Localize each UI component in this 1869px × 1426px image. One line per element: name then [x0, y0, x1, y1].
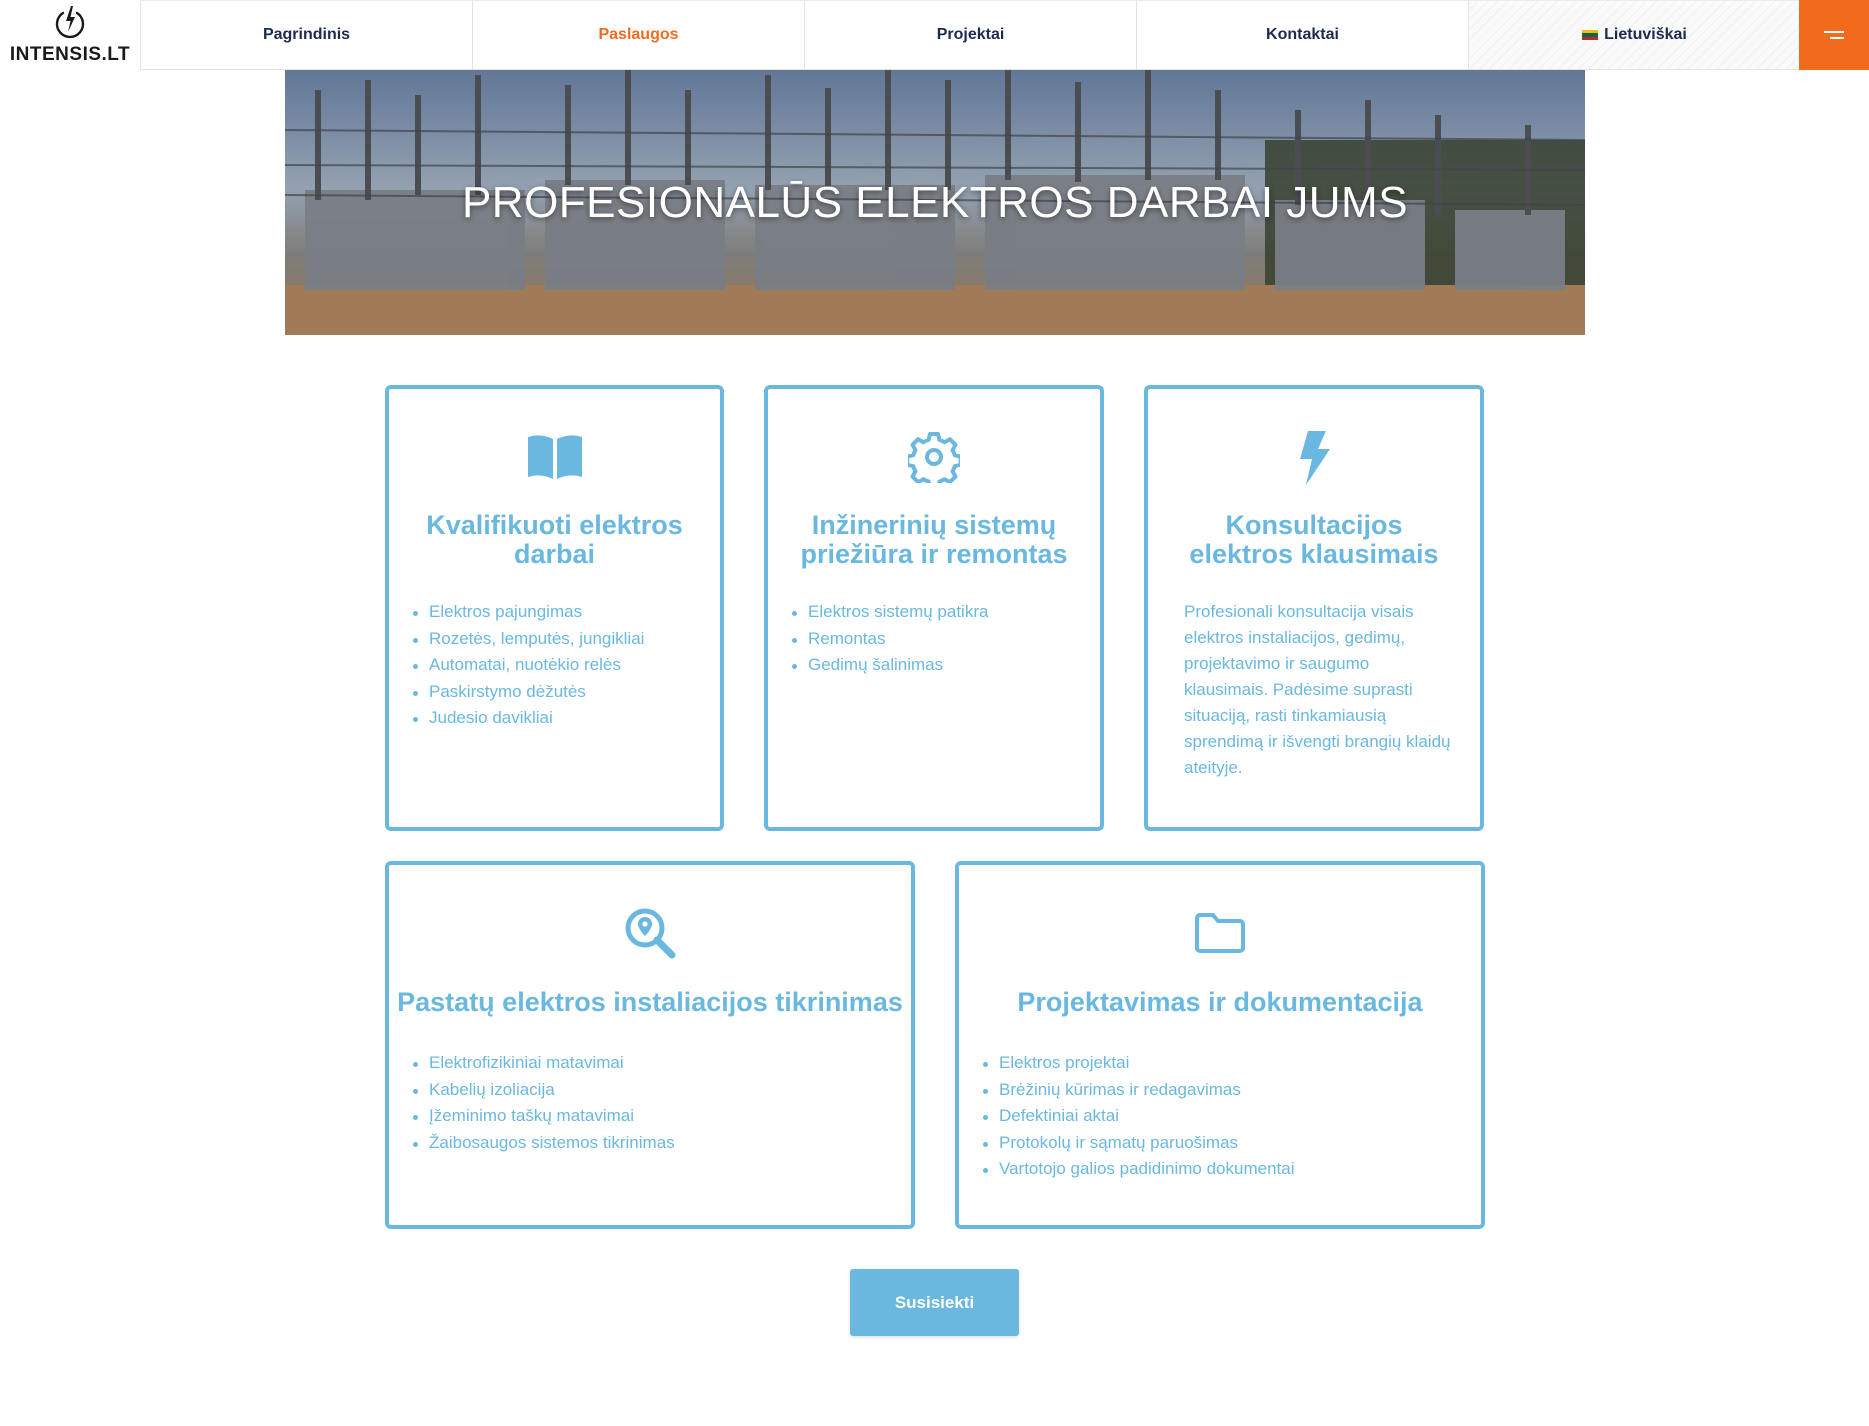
list-item: Elektros pajungimas: [413, 599, 644, 626]
nav-item-paslaugos[interactable]: Paslaugos: [472, 0, 804, 70]
list-item: Protokolų ir sąmatų paruošimas: [983, 1130, 1294, 1157]
service-card-electrical-works: [385, 385, 724, 831]
hamburger-icon: [1824, 27, 1844, 43]
list-item: Elektros sistemų patikra: [792, 599, 988, 626]
main-nav: [140, 0, 1800, 70]
card-list: [983, 1050, 1294, 1183]
list-item: Kabelių izoliacija: [413, 1077, 675, 1104]
service-card-engineering-maintenance: [764, 385, 1104, 831]
nav-item-projektai[interactable]: Projektai: [804, 0, 1136, 70]
language-label: Lietuviškai: [1604, 26, 1687, 43]
card-title: Konsultacijos elektros klausimais: [1189, 510, 1439, 569]
list-item: Elektrofizikiniai matavimai: [413, 1050, 675, 1077]
power-lightning-icon: [52, 4, 88, 42]
language-selector[interactable]: [1468, 0, 1800, 70]
hero-title: PROFESIONALŪS ELEKTROS DARBAI JUMS: [461, 177, 1409, 227]
list-item: Rozetės, lemputės, jungikliai: [413, 626, 644, 653]
list-item: Brėžinių kūrimas ir redagavimas: [983, 1077, 1294, 1104]
hamburger-menu-button[interactable]: [1799, 0, 1869, 70]
list-item: Automatai, nuotėkio relės: [413, 652, 644, 679]
service-card-design-documentation: [955, 861, 1485, 1229]
nav-item-pagrindinis[interactable]: Pagrindinis: [140, 0, 472, 70]
gear-icon: [908, 431, 960, 483]
card-list: [413, 599, 644, 732]
hero-banner: [285, 70, 1585, 335]
card-title: Pastatų elektros instaliacijos tikrinimas: [397, 987, 903, 1017]
list-item: Defektiniai aktai: [983, 1103, 1294, 1130]
service-card-consultations: [1144, 385, 1484, 831]
list-item: Paskirstymo dėžutės: [413, 679, 644, 706]
folder-icon: [1194, 913, 1246, 953]
lightning-icon: [1296, 431, 1332, 485]
list-item: Elektros projektai: [983, 1050, 1294, 1077]
card-list: [413, 1050, 675, 1156]
search-location-icon: [624, 907, 676, 959]
card-title: Projektavimas ir dokumentacija: [1017, 987, 1423, 1017]
logo[interactable]: [0, 0, 140, 70]
list-item: Įžeminimo taškų matavimai: [413, 1103, 675, 1130]
book-icon: [526, 433, 584, 481]
list-item: Gedimų šalinimas: [792, 652, 988, 679]
card-title: Kvalifikuoti elektros darbai: [426, 510, 683, 569]
card-list: [792, 599, 988, 679]
list-item: Vartotojo galios padidinimo dokumentai: [983, 1156, 1294, 1183]
nav-item-kontaktai[interactable]: Kontaktai: [1136, 0, 1468, 70]
contact-button[interactable]: Susisiekti: [850, 1269, 1019, 1336]
list-item: Žaibosaugos sistemos tikrinimas: [413, 1130, 675, 1157]
lithuania-flag-icon: [1582, 30, 1598, 41]
list-item: Judesio davikliai: [413, 705, 644, 732]
card-description: Profesionali konsultacija visais elektros instaliacijos, gedimų, projektavimo ir saugumo klausimais. Padėsime suprasti situaciją, rasti tinkamiausią sprendimą ir išvengti brangių klaidų ateityje.: [1184, 602, 1451, 777]
card-title: Inžinerinių sistemų priežiūra ir remontas: [800, 510, 1068, 569]
site-header: [0, 0, 1869, 70]
list-item: Remontas: [792, 626, 988, 653]
service-card-installation-inspection: [385, 861, 915, 1229]
logo-text: INTENSIS.LT: [9, 44, 131, 65]
